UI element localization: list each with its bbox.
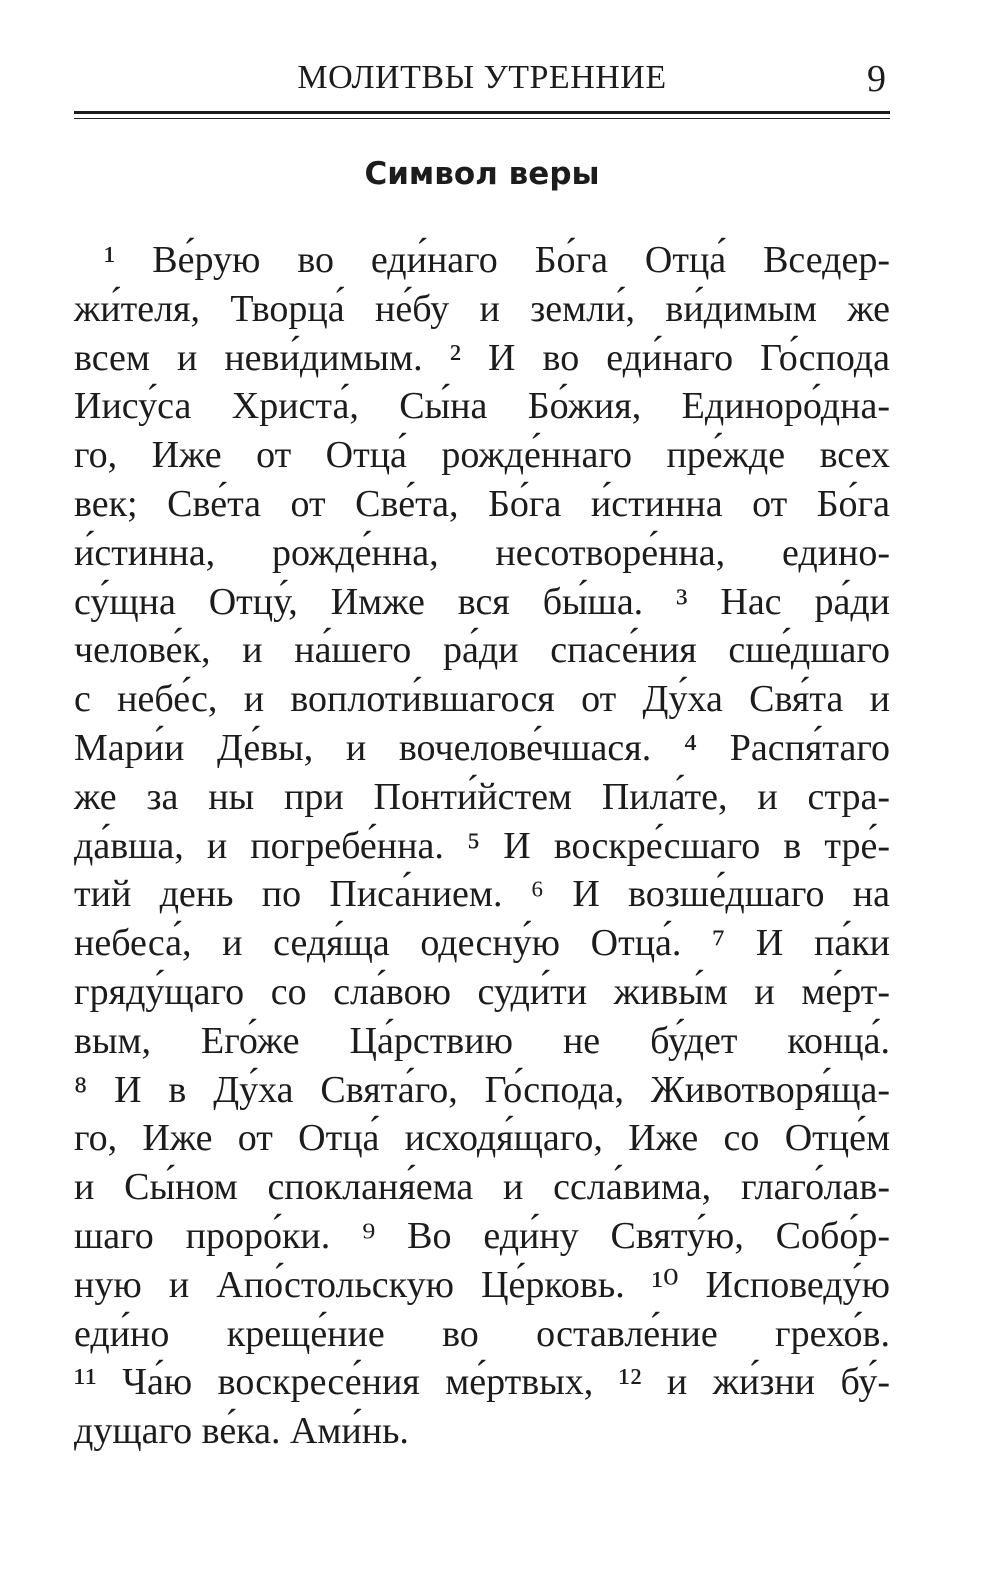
text-line: век; Све́та от Све́та, Бо́га и́стинна от Бо́га — [74, 482, 890, 525]
text-line: го, Иже от Отца́ исходя́щаго, Иже со Отце́м — [74, 1117, 890, 1160]
running-title: МОЛИТВЫ УТРЕННИЕ — [297, 59, 667, 96]
text-line: с небе́с, и воплоти́вшагося от Ду́ха Свя́та и — [74, 678, 890, 721]
running-header — [74, 55, 890, 107]
header-rule-thin — [74, 118, 890, 119]
text-line: вым, Его́же Ца́рствию не бу́дет конца́. — [74, 1019, 890, 1062]
section-title: Символ веры — [364, 156, 600, 192]
text-line: го, Иже от Отца́ рожде́ннаго пре́жде всех — [74, 434, 890, 477]
text-line: дущаго ве́ка. Ами́нь. — [74, 1410, 409, 1453]
header-rule-thick — [74, 111, 890, 114]
text-line: и Сы́ном спокланя́ема и ссла́вима, глаго́лав- — [74, 1166, 890, 1209]
text-line: тий день по Писа́нием. ⁶ И возше́дшаго на — [74, 873, 890, 916]
text-line: су́щна Отцу́, Имже вся бы́ша. ³ Нас ра́ди — [74, 580, 890, 623]
text-line: еди́но креще́ние во оставле́ние грехо́в. — [74, 1312, 890, 1355]
text-line: Иису́са Христа́, Сы́на Бо́жия, Единоро́дна- — [74, 385, 890, 428]
text-line: же за ны при Понти́йстем Пила́те, и стра- — [74, 775, 890, 818]
page-number: 9 — [867, 58, 886, 100]
text-line: челове́к, и на́шего ра́ди спасе́ния сше́дшаго — [74, 629, 890, 672]
text-line: всем и неви́димым. ² И во еди́наго Го́спода — [74, 336, 890, 379]
text-line: жи́теля, Творца́ не́бу и земли́, ви́димым же — [74, 287, 890, 330]
text-line: ¹ Ве́рую во еди́наго Бо́га Отца́ Вседер- — [104, 239, 890, 281]
text-line: ную и Апо́стольскую Це́рковь. ¹⁰ Исповеду́ю — [74, 1263, 890, 1306]
text-line: шаго проро́ки. ⁹ Во еди́ну Святу́ю, Собо́р- — [74, 1214, 890, 1257]
text-line: ⁸ И в Ду́ха Свята́го, Го́спода, Животворя́ща- — [74, 1068, 890, 1111]
prayer-text — [74, 236, 890, 1456]
text-line: Мари́и Де́вы, и вочелове́чшася. ⁴ Распя́таго — [74, 726, 890, 769]
text-line: и́стинна, рожде́нна, несотворе́нна, едино- — [74, 531, 890, 574]
text-line: ¹¹ Ча́ю воскресе́ния ме́ртвых, ¹² и жи́зни бу́- — [74, 1361, 890, 1404]
text-line: гряду́щаго со сла́вою суди́ти живы́м и ме́рт- — [74, 970, 890, 1013]
text-line: небеса́, и седя́ща одесну́ю Отца́. ⁷ И па́ки — [74, 922, 890, 965]
text-line: да́вша, и погребе́нна. ⁵ И воскре́сшаго в тре́- — [74, 824, 890, 867]
